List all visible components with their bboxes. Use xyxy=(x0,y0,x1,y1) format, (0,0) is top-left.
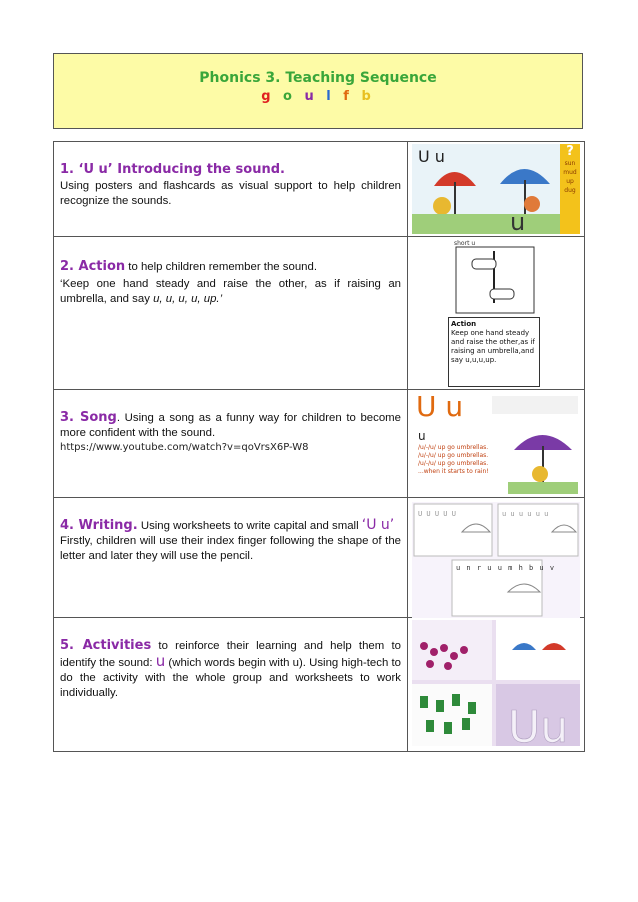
svg-text:u u u u u u: u u u u u u xyxy=(502,510,549,518)
row-4-body: Firstly, children will use their index finger following the shape of the letter and later they will use the pencil. xyxy=(60,535,401,562)
worksheet-letters: u n r u u m h b u v xyxy=(456,564,556,572)
table-row xyxy=(54,618,585,752)
svg-text:u: u xyxy=(510,208,526,234)
row-5-big-u: u xyxy=(155,652,166,670)
song-sheet-illustration xyxy=(414,390,582,496)
row-1-text-cell xyxy=(54,142,408,237)
row-5-text-a: to reinforce their learning and help them to identify the sound: xyxy=(60,640,401,669)
row-4-heading-rest: Using worksheets to write capital and small xyxy=(137,520,362,532)
raised-hand-illustration xyxy=(452,237,538,315)
row-3-image-cell xyxy=(408,390,585,498)
letter-g: g xyxy=(261,89,275,104)
action-card-text: Keep one hand steady and raise the other,as if raising an umbrella,and say u,u,u,up. xyxy=(451,329,535,364)
row-1-body: Using posters and flashcards as visual support to help children recognize the sounds. xyxy=(60,180,401,207)
row-5-text-cell xyxy=(54,618,408,752)
row-2-heading-rest: to help children remember the sound. xyxy=(125,261,317,273)
short-u-label: short u xyxy=(454,240,476,247)
word-dug: dug xyxy=(564,187,576,194)
song-link[interactable]: https://www.youtube.com/watch?v=qoVrsX6P-W8 xyxy=(60,442,309,453)
row-4-text-cell xyxy=(54,498,408,618)
row-1-image-cell xyxy=(408,142,585,237)
row-1-heading: 1. ‘U u’ Introducing the sound. xyxy=(60,162,285,177)
row-2-image-cell xyxy=(408,237,585,390)
action-card-title: Action xyxy=(451,320,477,328)
song-line: /u/-/u/ up go umbrellas. xyxy=(418,452,489,459)
action-card xyxy=(448,317,540,387)
word-mud: mud xyxy=(563,169,577,176)
song-line: /u/-/u/ up go umbrellas. xyxy=(418,444,489,451)
activities-image xyxy=(412,620,580,746)
svg-text:U u: U u xyxy=(418,147,445,166)
row-5-body xyxy=(60,638,401,701)
word-strip xyxy=(560,144,580,234)
svg-text:Uu: Uu xyxy=(508,702,569,746)
letter-l: l xyxy=(326,89,335,104)
page-title: Phonics 3. Teaching Sequence xyxy=(199,70,437,86)
question-mark: ? xyxy=(566,144,574,159)
sequence-table xyxy=(53,141,585,752)
worksheet-illustration xyxy=(412,502,580,618)
row-3-heading-rest: . Using a song as a funny way for children to become more confident with the sound. xyxy=(60,412,401,439)
table-row xyxy=(54,142,585,237)
row-2-body-text: ‘Keep one hand steady and raise the other, as if raising an umbrella, and say xyxy=(60,278,401,305)
letter-f: f xyxy=(343,89,353,104)
row-2-heading: 2. Action xyxy=(60,259,126,274)
row-2-heading-line xyxy=(60,257,401,275)
row-5-heading: 5. Activities xyxy=(60,638,152,653)
song-image xyxy=(414,390,582,496)
row-2-body-italic: u, u, u, u, up.’ xyxy=(153,293,223,305)
svg-text:U U U U U: U U U U U xyxy=(418,510,456,518)
row-3-text-cell xyxy=(54,390,408,498)
action-image xyxy=(452,237,538,315)
activities-collage xyxy=(412,620,580,746)
row-4-image-cell xyxy=(408,498,585,618)
row-2-text-cell xyxy=(54,237,408,390)
row-3-heading-line xyxy=(60,410,401,441)
song-lyrics xyxy=(418,444,489,476)
song-line: ...when it starts to rain! xyxy=(418,468,489,475)
worksheet-image xyxy=(412,502,580,618)
table-row xyxy=(54,390,585,498)
table-row xyxy=(54,237,585,390)
header-box xyxy=(53,53,583,129)
row-2-body xyxy=(60,277,401,307)
row-4-heading: 4. Writing. xyxy=(60,518,138,533)
svg-text:U u: U u xyxy=(416,390,464,423)
row-5-image-cell xyxy=(408,618,585,752)
row-5-text-b: (which words begin with u). Using high-tech to do the activity with the whole group and worksheets to work individually. xyxy=(60,657,401,699)
table-row xyxy=(54,498,585,618)
svg-text:u: u xyxy=(418,429,426,443)
sound-letters xyxy=(54,89,582,104)
row-4-heading-big: ‘U u’ xyxy=(361,517,395,533)
row-3-heading: 3. Song xyxy=(60,410,117,425)
umbrella-poster-illustration xyxy=(412,144,580,234)
word-up: up xyxy=(566,178,574,185)
letter-u: u xyxy=(304,89,318,104)
word-sun: sun xyxy=(564,160,576,167)
poster-image xyxy=(412,144,580,234)
letter-b: b xyxy=(361,89,375,104)
row-4-heading-line xyxy=(60,518,401,534)
song-line: /u/-/u/ up go umbrellas. xyxy=(418,460,489,467)
letter-o: o xyxy=(283,89,296,104)
